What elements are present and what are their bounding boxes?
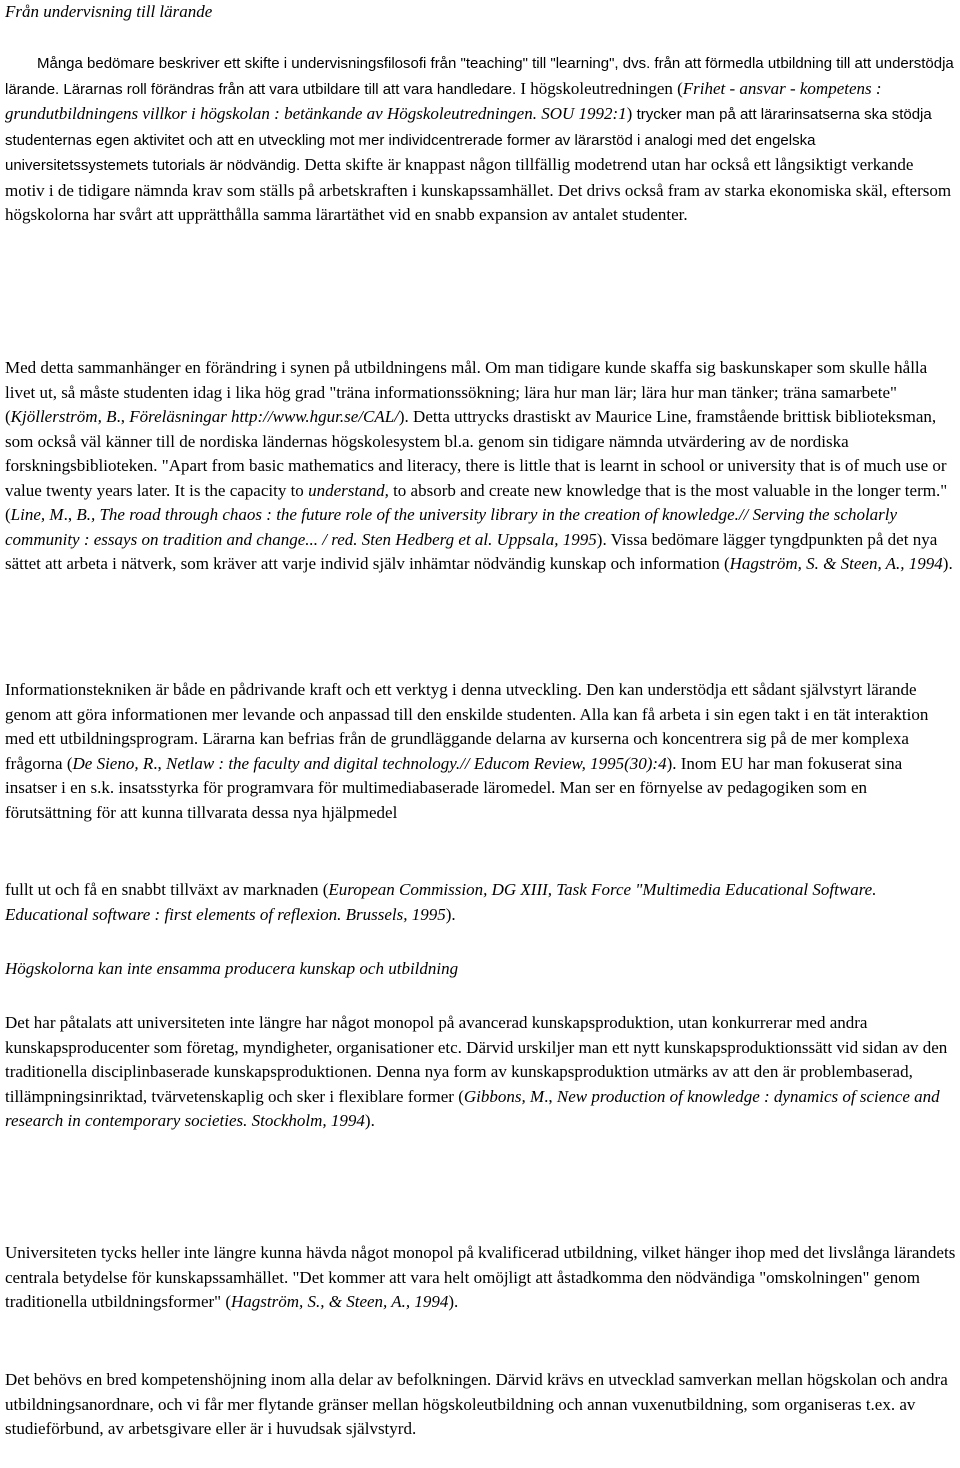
paragraph-lifelong-learning (5, 1241, 957, 1315)
citation-european-commission: European Commission, DG XIII, Task Force "Multimedia Educational Software. Educational software : first elements of reflexion. Brussels, 1995 (5, 880, 877, 924)
text-run: to absorb and create new knowledge that is the most valuable in the longer term." ( (5, 480, 948, 524)
text-run: Universiteten tycks heller inte längre kunna hävda något monopol på kvalificerad utbildning, vilket hänger ihop med det livslånga lärandets centrala betydelse för kunskapssamhället. "Det kommer att vara helt omöjligt att åstadkomma den nödvändiga "omskolningen" genom traditionella utbildningsformer" ( (5, 1243, 956, 1311)
text-run: ., (63, 505, 77, 524)
text-run: ). (364, 1111, 375, 1130)
text-run: ., (116, 407, 130, 426)
emphasis-understand: understand, (308, 480, 389, 500)
text-run: ). (942, 554, 953, 573)
section-heading-universities-cannot-alone: Högskolorna kan inte ensamma producera kunskap och utbildning (5, 959, 459, 978)
text-run: Det har påtalats att universiteten inte längre har något monopol på avancerad kunskapsproduktion, utan konkurrerar med andra kunskapsproducenter som företag, myndigheter, organisationer etc. Därvid urskiljer man ett nytt kunskapsproduktionssätt vid sidan av den traditionella disciplinbaserade kunskapsproduktionen. Denna nya form av kunskapsproduktion utmärks av att den är problembaserad, tillämpningsinriktad, tvärvetenskaplig och sker i flexiblare former ( (5, 1013, 948, 1106)
text-run: ) (626, 104, 637, 123)
citation-netlaw: Netlaw : the faculty and digital technology.// Educom Review, 1995(30):4 (165, 753, 667, 773)
text-run: Med detta sammanhänger en förändring i synen på utbildningens mål. Om man tidigare kunde skaffa sig baskunskaper som skulle hålla livet ut, så måste studenten idag i lika hög grad "träna informationssökning; lära hur man lär; lära hur man tänker; träna samarbete" ( (5, 358, 928, 426)
paragraph-teaching-to-learning (5, 51, 957, 228)
text-run: ). Inom EU har man fokuserat sina insatser i en s.k. insatsstyrka för programvara för multimediabaserade läromedel. Man ser en förnyelse av pedagogiken som en förutsättning för att kunna tillvarata dessa nya hjälpmedel (5, 753, 903, 822)
citation-author: De Sieno, R (72, 753, 154, 773)
paragraph-education-goals (5, 356, 957, 577)
text-run-sans: trycker man på att lärarinsatserna ska stödja studenternas egen aktivitet och att en utveckling mot mer individcentrerade former av lärarstöd i analogi med det engelska universitetssystemets tutorials är nödvändig. (5, 106, 932, 174)
paragraph-competence-raising: Det behövs en bred kompetenshöjning inom alla delar av befolkningen. Därvid krävs en utvecklad samverkan mellan högskolan och andra utbildningsanordnare, och vi får mer flytande gränser mellan högskoleutbildning och annan vuxenutbildning, som organiseras t.ex. av studieförbund, av arbetsgivare eller är i huvudsak självstyrd. (5, 1370, 948, 1438)
section-heading-from-teaching-to-learning: Från undervisning till lärande (5, 2, 213, 21)
citation-hagstrom-steen: Hagström, S., & Steen, A., 1994 (231, 1292, 449, 1311)
citation-line-road-through-chaos: B., The road through chaos : the future role of the university library in the creation of knowledge.// Serving the scholarly community : essays on tradition and change... / red. Sten Hedberg et al. Uppsala, 1995 (5, 505, 898, 549)
text-run: Informationstekniken är både en pådrivande kraft och ett verktyg i denna utveckling. Den kan understödja ett sådant självstyrt lärande genom att göra informationen mer levande och anpassad till den enskilde studenten. Alla kan få arbeta i sin egen takt i en tät interaktion med ett utbildningsprogram. Lärarna kan befrias från de grundläggande delarna av kurserna och koncentrera sig på de mer komplexa frågorna ( (5, 680, 929, 773)
citation-sou-1992: Frihet - ansvar - kompetens : grundutbildningens villkor i högskolan : betänkande av Högskoleutredningen. SOU 1992:1 (5, 78, 882, 123)
text-run: fullt ut och få en snabbt tillväxt av marknaden ( (5, 880, 329, 899)
paragraph-information-technology (5, 678, 957, 825)
text-run: Detta skifte är knappast någon tillfällig modetrend utan har också ett långsiktigt verkande motiv i de tidigare nämnda krav som ställs på arbetskraften i kunskapssamhället. Det drivs också fram av starka ekonomiska skäl, eftersom högskolorna har svårt att upprätthålla samma lärartäthet vid en snabb expansion av antalet studenter. (5, 155, 952, 224)
citation-author: Line, M (10, 505, 64, 524)
citation-kjollerstrom-lectures: Föreläsningar http://www.hgur.se/CAL/ (129, 407, 399, 426)
citation-gibbons-new-production: New production of knowledge : dynamics of science and research in contemporary societies. Stockholm, 1994 (5, 1086, 940, 1130)
paragraph-market-growth (5, 878, 957, 927)
text-run: ). Detta uttrycks drastiskt av Maurice Line, framstående brittisk biblioteksman, som också väl känner till de nordiska ländernas högskolesystem bl.a. genom sin tidigare nämnda utvärdering av de nordiska forskningsbiblioteken. "Apart from basic mathematics and literacy, there is little that is learnt in school or university that is of much use or value twenty years later. It is the capacity to (5, 407, 947, 500)
paragraph-knowledge-production (5, 1011, 957, 1134)
text-run: ). Vissa bedömare lägger tyngdpunkten på det nya sättet att arbeta i nätverk, som kräver att varje individ själv inhämtar nödvändig kunskap och information ( (5, 529, 938, 573)
text-run: ). (448, 1292, 459, 1311)
text-run: ., (153, 753, 166, 773)
citation-author: Gibbons, M (463, 1086, 545, 1106)
text-run: ., (544, 1086, 557, 1106)
text-run: ). (445, 904, 456, 924)
text-run: I högskoleutredningen ( (516, 78, 683, 98)
paragraph-lead-text: Många bedömare beskriver ett skifte i undervisningsfilosofi från "teaching" till "learning", dvs. från att förmedla utbildning till att understödja lärande. Lärarnas roll förändras från att vara utbildare till att vara handledare. (5, 55, 954, 98)
citation-author: Kjöllerström, B (10, 407, 117, 426)
citation-hagstrom-steen: Hagström, S. & Steen, A., 1994 (729, 554, 943, 573)
